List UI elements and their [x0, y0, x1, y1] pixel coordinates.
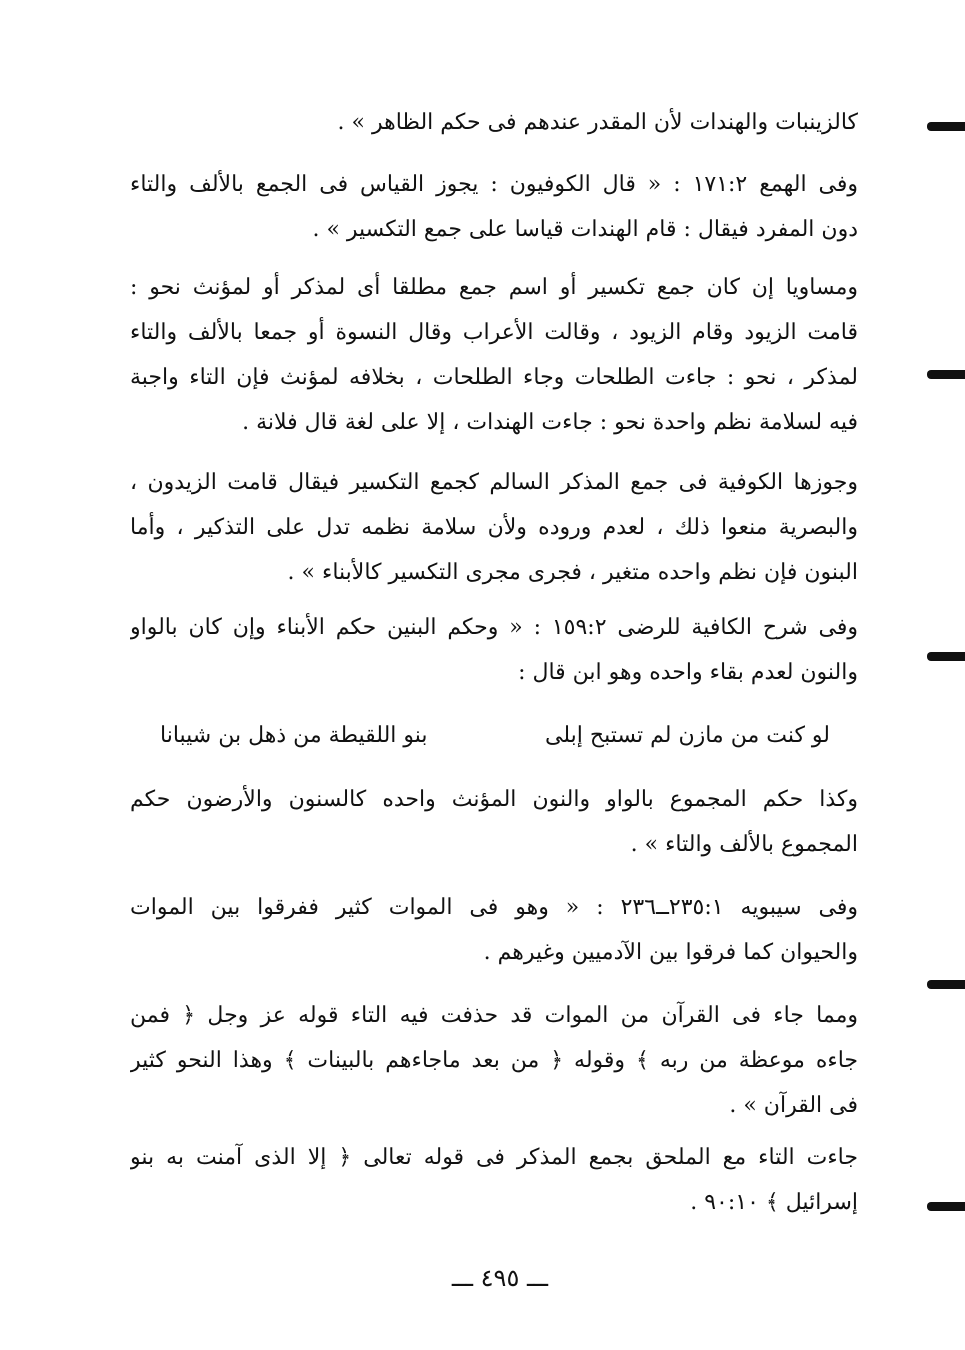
paragraph-7 — [130, 885, 858, 975]
text-line: البنون فإن نظم واحده متغير ، فجرى مجرى التكسير كالأبناء » . — [287, 560, 858, 585]
text-line: ومساويا إن كان جمع تكسير أو اسم جمع مطلقا أى لمذكر أو لمؤنث نحو : — [130, 275, 858, 300]
paragraph-3 — [130, 265, 858, 445]
text-line: دون المفرد فيقال : قام الهندات قياسا على جمع التكسير » . — [312, 217, 858, 242]
paragraph-4 — [130, 460, 858, 595]
text-line: جاءه موعظة من ربه ﴾ وقوله ﴿ من بعد ماجاءهم بالبينات ﴾ وهذا النحو كثير — [130, 1048, 858, 1073]
paragraph-2 — [130, 162, 858, 252]
poem-hemistich-right: لو كنت من مازن لم تستبح إبلى — [545, 723, 830, 748]
text-line: وجوزها الكوفية فى جمع المذكر السالم كجمع التكسير فيقال قامت الزيدون ، — [130, 470, 858, 495]
text-line: قامت الزيود وقام الزيود ، وقالت الأعراب وقال النسوة أو جمعا بالألف والتاء — [130, 320, 858, 345]
text-line: فى القرآن » . — [729, 1093, 858, 1118]
paragraph-8 — [130, 993, 858, 1128]
text-line: وفى شرح الكافية للرضى ١٥٩:٢ : « وحكم البنين حكم الأبناء وإن كان بالواو — [130, 615, 858, 640]
paragraph-1 — [130, 100, 858, 145]
margin-mark — [927, 652, 965, 661]
text-line: والبصرية منعوا ذلك ، لعدم وروده ولأن سلامة نظمه تدل على التذكير ، وأما — [130, 515, 858, 540]
margin-mark — [927, 980, 965, 989]
text-line: وفى الهمع ١٧١:٢ : « قال الكوفيون : يجوز القياس فى الجمع بالألف والتاء — [130, 172, 858, 197]
poem-hemistich-left: بنو اللقيطة من ذهل بن شيبانا — [160, 723, 428, 748]
paragraph-5 — [130, 605, 858, 695]
margin-mark — [927, 122, 965, 131]
text-line: وفى سيبويه ٢٣٥:١ــ٢٣٦ : « وهو فى الموات كثير ففرقوا بين الموات — [130, 895, 858, 920]
text-line: والنون لعدم بقاء واحده وهو ابن قال : — [518, 660, 858, 685]
text-line: ومما جاء فى القرآن من الموات قد حذفت فيه التاء قوله عز وجل ﴿ فمن — [130, 1003, 858, 1028]
poem-verse — [160, 712, 830, 760]
margin-mark — [927, 370, 965, 379]
paragraph-6 — [130, 777, 858, 867]
text-line: والحيوان كما فرقوا بين الآدميين وغيرهم . — [483, 940, 858, 965]
text-line: جاءت التاء مع الملحق بجمع المذكر فى قوله تعالى ﴿ إلا الذى آمنت به بنو — [130, 1145, 858, 1170]
text-line: إسرائيل ﴾ ٩٠:١٠ . — [690, 1190, 858, 1215]
margin-mark — [927, 1202, 965, 1211]
text-line: لمذكر ، نحو : جاءت الطلحات وجاء الطلحات ، بخلافه لمؤنث فإن التاء واجبة — [130, 365, 858, 390]
text-line: وكذا حكم المجموع بالواو والنون المؤنث واحده كالسنون والأرضون حكم — [130, 787, 858, 812]
paragraph-9 — [130, 1135, 858, 1225]
text-line: فيه لسلامة نظم واحدة نحو : جاءت الهندات ، إلا على لغة قال فلانة . — [242, 410, 858, 435]
text-line: كالزينبات والهندات لأن المقدر عندهم فى حكم الظاهر » . — [337, 110, 858, 135]
text-line: المجموع بالألف والتاء » . — [630, 832, 858, 857]
page-number: ـــ ٤٩٥ ـــ — [451, 1264, 549, 1292]
